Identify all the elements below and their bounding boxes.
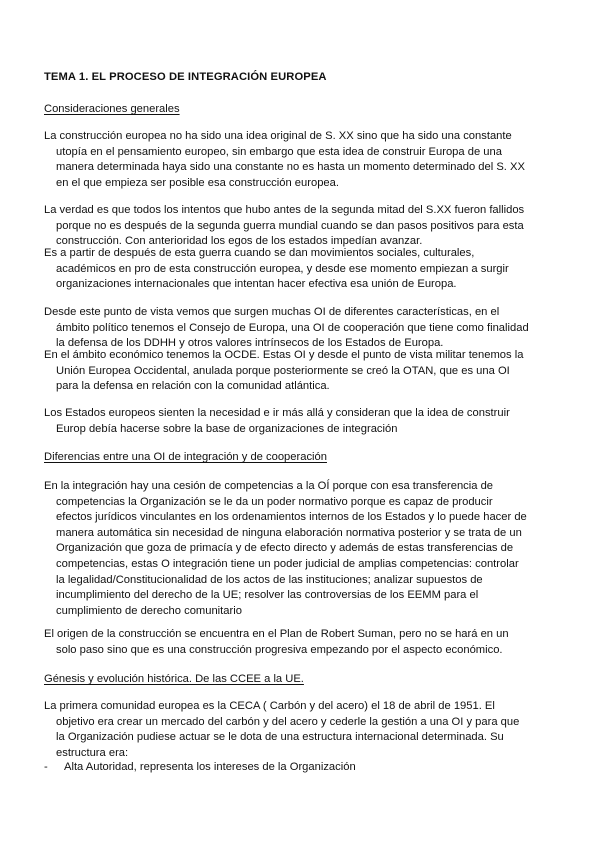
paragraph-line: Europ debía hacerse sobre la base de organizaciones de integración	[56, 422, 398, 435]
paragraph-line: La primera comunidad europea es la CECA ( Carbón y del acero) el 18 de abril de 1951. El	[44, 700, 495, 712]
paragraph	[44, 348, 584, 395]
paragraph	[44, 479, 584, 619]
paragraph-line: Organización que goza de primacía y de efecto directo y además de estas transferencias de	[56, 542, 514, 555]
paragraph-line: cumplimiento de derecho comunitario	[56, 604, 242, 617]
paragraph-line: El origen de la construcción se encuentra en el Plan de Robert Suman, pero no se hará en un	[44, 628, 509, 640]
paragraph-line: estructura era:	[56, 746, 129, 759]
paragraph-line: Es a partir de después de esta guerra cuando se dan movimientos sociales, culturales,	[44, 247, 475, 259]
paragraph-line: En el ámbito económico tenemos la OCDE. Estas OI y desde el punto de vista militar tenemos la	[44, 349, 524, 361]
paragraph-line: competencias la Organización se le da un poder normativo porque es capaz de producir	[56, 495, 493, 508]
paragraph-line: académicos en pro de esta construcción europea, y desde ese momento empiezan a surgir	[56, 262, 509, 275]
section-heading-genesis: Génesis y evolución histórica. De las CCEE a la UE.	[44, 673, 304, 685]
paragraph-line: en el que empieza ser posible esa construcción europea.	[56, 176, 339, 189]
paragraph	[44, 129, 584, 191]
section-heading-diferencias: Diferencias entre una OI de integración y de cooperación	[44, 451, 327, 463]
paragraph-line: la Organización pudiese actuar se le dota de una estructura internacional determinada. Su	[56, 731, 504, 744]
paragraph-line: Desde este punto de vista vemos que surgen muchas OI de diferentes características, en el	[44, 306, 500, 318]
paragraph-line: manera automática sin necesidad de ninguna elaboración normativa posterior y se trata de un	[56, 526, 522, 539]
paragraph-line: la legalidad/Constitucionalidad de los actos de las instituciones; analizar supuestos de	[56, 573, 483, 586]
paragraph	[44, 246, 584, 293]
paragraph-line: Los Estados europeos sienten la necesidad e ir más allá y consideran que la idea de construir	[44, 407, 510, 419]
paragraph-line: En la integración hay una cesión de competencias a la OÍ porque con esa transferencia de	[44, 480, 494, 492]
paragraph-line: organizaciones internacionales que intentan hacer efectiva esa unión de Europa.	[56, 278, 457, 291]
paragraph-line: solo paso sino que es una construcción progresiva empezando por el aspecto económico.	[56, 643, 503, 656]
bullet-text: Alta Autoridad, representa los intereses de la Organización	[64, 761, 356, 773]
paragraph-line: utopía en el pensamiento europeo, sin embargo que esta idea de construir Europa de una	[56, 145, 502, 158]
paragraph-line: la defensa de los DDHH y otros valores intrínsecos de los Estados de Europa.	[56, 337, 444, 350]
paragraph-line: competencias, estas O integración tiene un poder judicial de amplias competencias: controlar	[56, 557, 519, 570]
paragraph	[44, 627, 584, 658]
paragraph-line: efectos jurídicos vinculantes en los ordenamientos internos de los Estados y lo puede hacer de	[56, 511, 527, 524]
paragraph-line: incumplimiento del derecho de la UE; resolver las controversias de los EEMM para el	[56, 589, 479, 602]
paragraph-line: objetivo era crear un mercado del carbón y del acero y cederle la gestión a una OI y para que	[56, 715, 520, 728]
bullet-dash: -	[44, 761, 48, 773]
paragraph-line: La verdad es que todos los intentos que hubo antes de la segunda mitad del S.XX fueron fallidos	[44, 204, 525, 216]
paragraph-line: construcción. Con anterioridad los egos de los estados impedían avanzar.	[56, 235, 423, 248]
paragraph	[44, 699, 584, 761]
paragraph-line: para la defensa en relación con la comunidad atlántica.	[56, 380, 330, 393]
paragraph	[44, 203, 584, 250]
paragraph-line: manera determinada haya sido una constante no es hasta un momento determinado del S. XX	[56, 161, 525, 174]
paragraph	[44, 406, 584, 437]
section-heading-consideraciones: Consideraciones generales	[44, 103, 180, 115]
paragraph-line: Unión Europea Occidental, anulada porque posteriormente se creó la OTAN, que es una OI	[56, 364, 510, 377]
paragraph-line: ámbito político tenemos el Consejo de Europa, una OI de cooperación que tiene como finalidad	[56, 321, 529, 334]
paragraph	[44, 305, 584, 352]
bullet-item	[44, 761, 356, 773]
document-title: TEMA 1. EL PROCESO DE INTEGRACIÓN EUROPEA	[44, 71, 327, 83]
paragraph-line: La construcción europea no ha sido una idea original de S. XX sino que ha sido una constante	[44, 130, 512, 142]
paragraph-line: porque no es después de la segunda guerra mundial cuando se dan pasos positivos para esta	[56, 219, 524, 232]
